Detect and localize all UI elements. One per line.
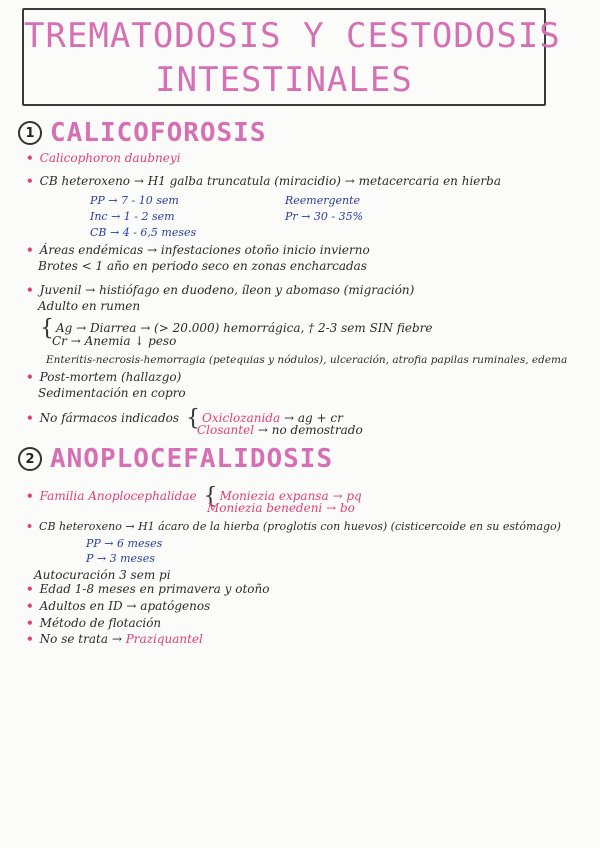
brace-icon: { bbox=[40, 316, 54, 341]
s1-line-12: Enteritis-necrosis-hemorragia (petequias y nódulos), ulceración, atrofia papilas ruminales, edema bbox=[46, 354, 568, 366]
s2-text-10c: Praziquantel bbox=[125, 632, 203, 646]
s1-text-15c: → ag + cr bbox=[283, 411, 343, 425]
s1-text-10: Ag → Diarrea → (> 20.000) hemorrágica, † 2-3 sem SIN fiebre bbox=[56, 321, 433, 335]
s1-line-2 bbox=[26, 174, 501, 188]
s1-text-13: Post-mortem (hallazgo) bbox=[39, 370, 182, 384]
section-2-title: ANOPLOCEFALIDOSIS bbox=[50, 444, 334, 474]
section-1-number: 1 bbox=[18, 121, 42, 145]
bullet-icon: • bbox=[26, 599, 34, 613]
s2-line-10 bbox=[26, 632, 203, 646]
bullet-icon: • bbox=[26, 520, 34, 533]
bullet-icon: • bbox=[26, 370, 34, 384]
s2-text-2b: Moniezia benedeni bbox=[207, 501, 323, 515]
bullet-icon: • bbox=[26, 489, 34, 503]
s1-line-14: Sedimentación en copro bbox=[38, 386, 186, 400]
s1-line-7: Brotes < 1 año en periodo seco en zonas encharcadas bbox=[38, 259, 367, 273]
bullet-icon: • bbox=[26, 151, 34, 165]
s1-text-15a: No fármacos indicados bbox=[39, 411, 180, 425]
section-1-heading bbox=[18, 118, 267, 148]
s1-text-8: Juvenil → histiófago en duodeno, íleon y abomaso (migración) bbox=[39, 283, 415, 297]
s2-text-1a: Familia Anoplocephalidae bbox=[39, 489, 197, 503]
bullet-icon: • bbox=[26, 582, 34, 596]
s1-text-15b: Oxiclozanida bbox=[202, 411, 281, 425]
s2-line-7 bbox=[26, 582, 269, 596]
s2-line-8 bbox=[26, 599, 210, 613]
s1-line-4b: Pr → 30 - 35% bbox=[285, 210, 364, 223]
s1-text-6: Áreas endémicas → infestaciones otoño inicio invierno bbox=[39, 243, 370, 257]
s2-text-1b: Moniezia expansa bbox=[219, 489, 329, 503]
title-line-2: INTESTINALES bbox=[155, 60, 413, 100]
s2-text-10a: No se trata bbox=[39, 632, 108, 646]
s1-line-8 bbox=[26, 283, 414, 297]
s1-line-4a: Inc → 1 - 2 sem bbox=[90, 210, 175, 223]
s1-line-1 bbox=[26, 151, 180, 165]
brace-icon: { bbox=[179, 406, 201, 431]
s2-line-9 bbox=[26, 616, 161, 630]
brace-icon: { bbox=[196, 484, 218, 509]
s2-text-3: CB heteroxeno → H1 ácaro de la hierba (proglotis con huevos) (cisticercoide en su estómago) bbox=[39, 520, 561, 533]
s1-text-1: Calicophoron daubneyi bbox=[39, 151, 181, 165]
section-2-heading bbox=[18, 444, 333, 474]
s2-text-1c: → pq bbox=[332, 489, 362, 503]
s2-line-3 bbox=[26, 520, 561, 533]
bullet-icon: • bbox=[26, 243, 34, 257]
s1-line-6 bbox=[26, 243, 370, 257]
title-line-1: TREMATODOSIS Y CESTODOSIS bbox=[24, 16, 561, 56]
bullet-icon: • bbox=[26, 632, 34, 646]
s1-text-2: CB heteroxeno → H1 galba truncatula (miracidio) → metacercaria en hierba bbox=[39, 174, 501, 188]
section-1-title: CALICOFOROSIS bbox=[50, 118, 267, 148]
s1-line-3b: Reemergente bbox=[285, 194, 361, 207]
s1-text-16c: → no demostrado bbox=[257, 423, 363, 437]
s1-line-5: CB → 4 - 6,5 meses bbox=[90, 226, 197, 239]
bullet-icon: • bbox=[26, 174, 34, 188]
s1-line-9: Adulto en rumen bbox=[38, 299, 141, 313]
bullet-icon: • bbox=[26, 616, 34, 630]
s2-text-9: Método de flotación bbox=[39, 616, 162, 630]
s2-line-5: P → 3 meses bbox=[86, 552, 155, 565]
s1-line-3a: PP → 7 - 10 sem bbox=[90, 194, 179, 207]
s1-line-13 bbox=[26, 370, 181, 384]
section-2-number: 2 bbox=[18, 447, 42, 471]
title-box bbox=[22, 8, 561, 106]
s2-line-2 bbox=[207, 501, 355, 515]
s2-text-10b: → bbox=[111, 632, 122, 646]
s1-line-11: Cr → Anemia ↓ peso bbox=[52, 334, 177, 348]
s1-text-16b: Closantel bbox=[197, 423, 255, 437]
bullet-icon: • bbox=[26, 283, 34, 297]
bullet-icon: • bbox=[26, 411, 34, 425]
s2-text-2c: → bo bbox=[326, 501, 355, 515]
s2-line-6: Autocuración 3 sem pi bbox=[34, 568, 171, 582]
s2-text-7: Edad 1-8 meses en primavera y otoño bbox=[39, 582, 270, 596]
s2-line-4: PP → 6 meses bbox=[86, 537, 163, 550]
s1-line-16 bbox=[197, 423, 363, 437]
s2-text-8: Adultos en ID → apatógenos bbox=[39, 599, 211, 613]
